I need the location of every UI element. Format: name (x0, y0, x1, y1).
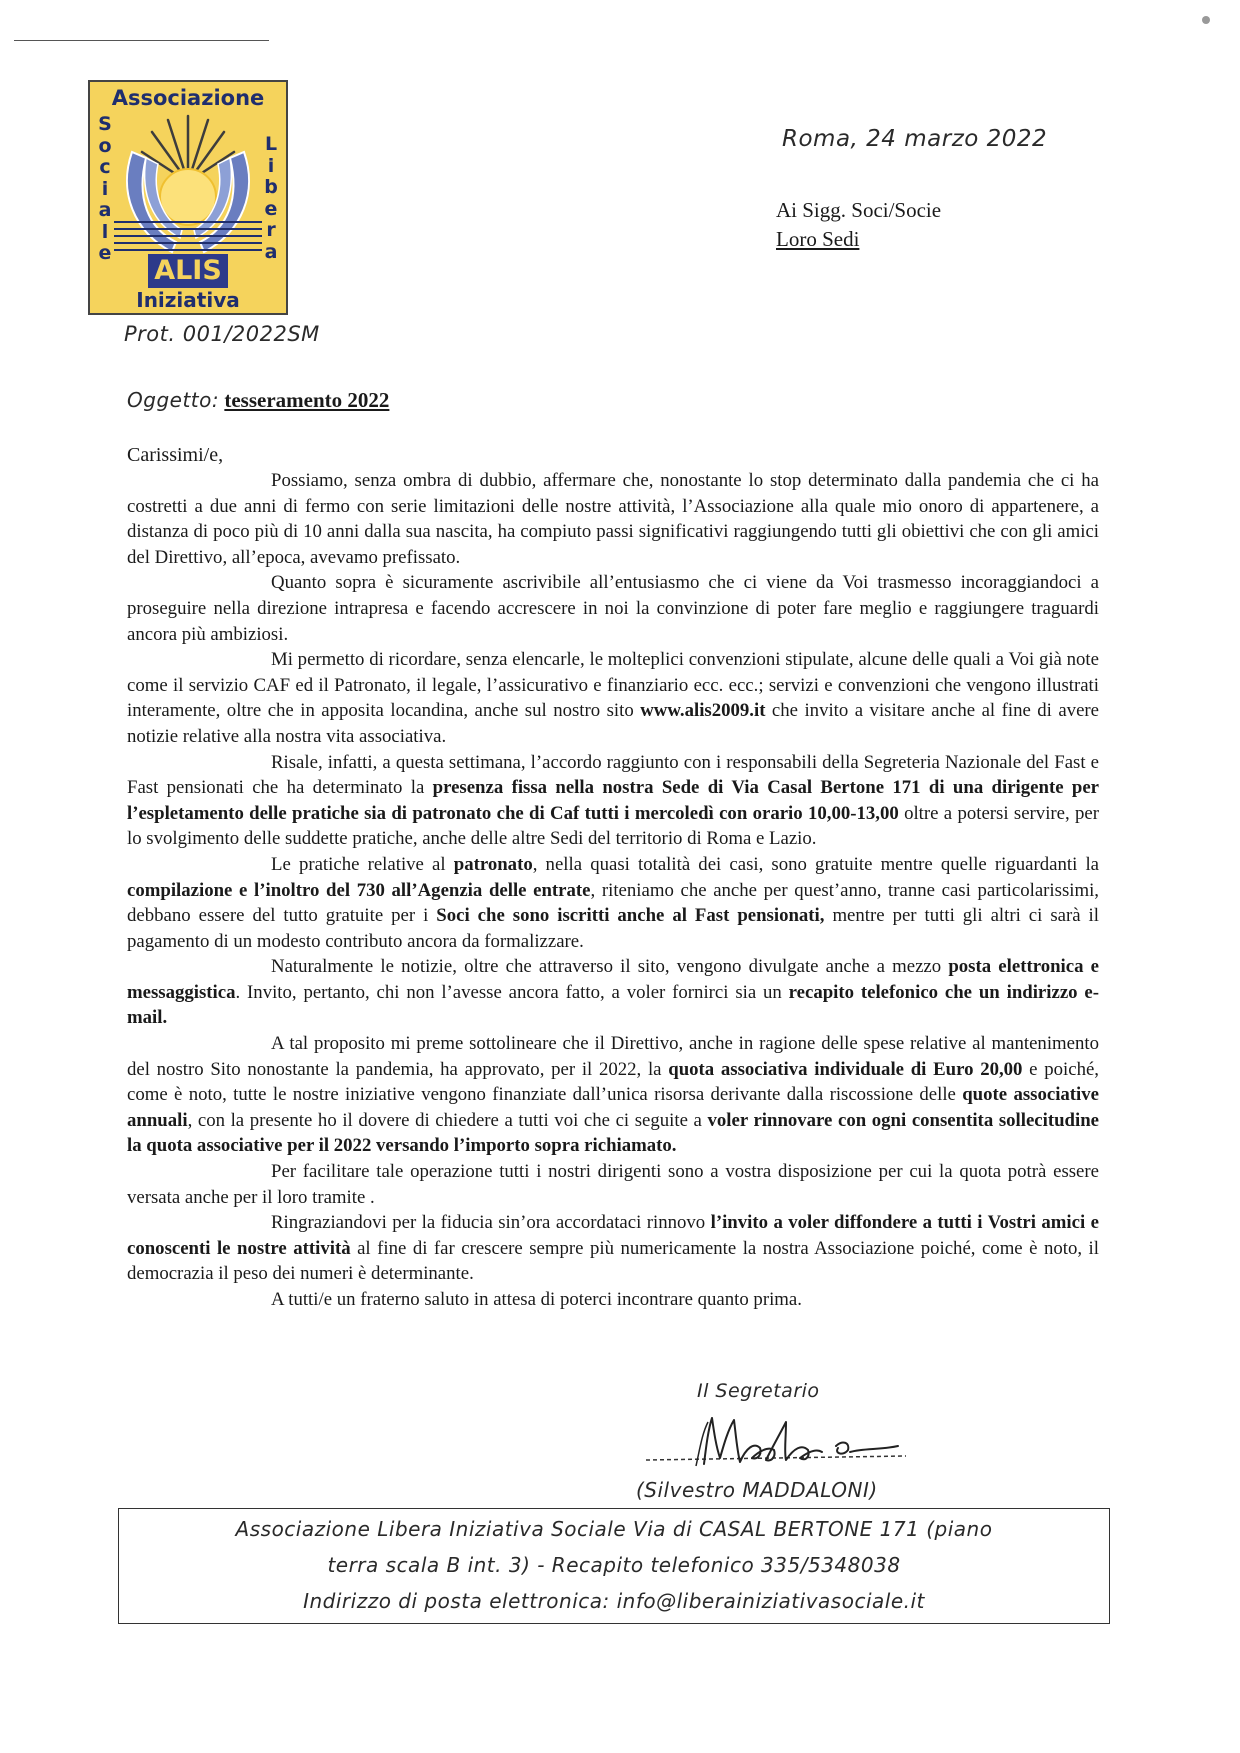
letter-body (127, 468, 1099, 1313)
footer-address-box (118, 1508, 1110, 1624)
signer-title: Il Segretario (697, 1380, 820, 1402)
paragraph-4: Risale, infatti, a questa settimana, l’accordo raggiunto con i responsabili della Segreteria Nazionale del Fast e Fast pensionati che ha determinato la presenza fissa nella nostra Sede di Via Casal Bertone 171 di una dirigente per l’espletamento delle pratiche sia di patronato che di Caf tutti i mercoledì con orario 10,00-13,00 oltre a potersi servire, per lo svolgimento delle suddette pratiche, anche delle altre Sedi del territorio di Roma e Lazio. (127, 751, 1100, 850)
paragraph-10: A tutti/e un fraterno saluto in attesa di poterci incontrare quanto prima. (271, 1289, 802, 1310)
recipient-block (776, 196, 941, 254)
footer-email: Indirizzo di posta elettronica: info@liberainiziativasociale.it (303, 1589, 925, 1613)
handwritten-signature (636, 1408, 936, 1472)
logo-bottom-word: Iniziativa (136, 288, 240, 312)
logo-acronym: ALIS (148, 254, 228, 288)
logo-left-letters: Sociale (98, 113, 112, 264)
recipient-line-2: Loro Sedi (776, 227, 860, 251)
subject-line (127, 388, 389, 413)
greeting: Carissimi/e, (127, 444, 224, 466)
subject-value: tesseramento 2022 (224, 388, 390, 412)
logo-right-letters: Libera (264, 133, 278, 263)
footer-address: Associazione Libera Iniziativa Sociale Via di CASAL BERTONE 171 (piano (235, 1517, 993, 1541)
letter-date: Roma, 24 marzo 2022 (782, 126, 1048, 152)
paragraph-1: Possiamo, senza ombra di dubbio, affermare che, nonostante lo stop determinato dalla pandemia che ci ha costretti a due anni di fermo con serie limitazioni delle nostre attività, l’Associazione alla quale mio onoro di appartenere, a distanza di poco più di 10 anni dalla sua nascita, ha compiuto passi significativi raggiungendo tutti gli obiettivi che con gli amici del Direttivo, all’epoca, avevamo prefissato. (127, 470, 1099, 568)
paragraph-2: Quanto sopra è sicuramente ascrivibile all’entusiasmo che ci viene da Voi trasmesso incoraggiandoci a proseguire nella direzione intrapresa e facendo accrescere in noi la convinzione di poter fare meglio e raggiungere traguardi ancora più ambiziosi. (127, 572, 1099, 645)
website-link: www.alis2009.it (640, 700, 766, 722)
top-rule (14, 40, 269, 41)
protocol-number: Prot. 001/2022SM (124, 322, 320, 346)
recipient-line-1: Ai Sigg. Soci/Socie (776, 198, 942, 222)
logo-top-word: Associazione (111, 86, 265, 110)
scan-mark (1202, 16, 1210, 24)
paragraph-7: A tal proposito mi preme sottolineare che il Direttivo, anche in ragione delle spese relative al mantenimento del nostro Sito nonostante la pandemia, ha approvato, per il 2022, la quota associativa individuale di Euro 20,00 e poiché, come è noto, tutte le nostre iniziative vengono finanziate dall’unica risorsa derivante dalla riscossione delle quote associative annuali, con la presente ho il dovere di chiedere a tutti voi che ci seguite a voler rinnovare con ogni consentita sollecitudine la quota associative per il 2022 versando l’importo sopra richiamato. (127, 1033, 1099, 1157)
subject-label: Oggetto: (127, 388, 220, 412)
paragraph-3: Mi permetto di ricordare, senza elencarle, le molteplici convenzioni stipulate, alcune delle quali a Voi già note come il servizio CAF ed il Patronato, il legale, l’assicurativo e finanziario ecc. ecc.; servizi e convenzioni che vengono illustrati interamente, oltre che in apposita locandina, anche sul nostro sito www.alis2009.it che invito a visitare anche al fine di avere notizie relative alla nostra vita associativa. (127, 649, 1099, 747)
paragraph-8: Per facilitare tale operazione tutti i nostri dirigenti sono a vostra disposizione per cui la quota potrà essere versata anche per il loro tramite . (127, 1161, 1099, 1208)
paragraph-6: Naturalmente le notizie, oltre che attraverso il sito, vengono divulgate anche a mezzo posta elettronica e messaggistica. Invito, pertanto, chi non l’avesse ancora fatto, a voler fornirci sia un recapito telefonico che un indirizzo e-mail. (127, 956, 1099, 1029)
footer-phone: terra scala B int. 3) - Recapito telefonico 335/5348038 (327, 1553, 901, 1577)
alis-logo (88, 80, 288, 315)
paragraph-9: Ringraziandovi per la fiducia sin’ora accordataci rinnovo l’invito a voler diffondere a tutti i Vostri amici e conoscenti le nostre attività al fine di far crescere sempre più numericamente la nostra Associazione poiché, come è noto, il democrazia il peso dei numeri è determinante. (127, 1212, 1099, 1285)
paragraph-5: Le pratiche relative al patronato, nella quasi totalità dei casi, sono gratuite mentre quelle riguardanti la compilazione e l’inoltro del 730 all’Agenzia delle entrate, riteniamo che anche per quest’anno, tranne casi particolarissimi, debbano essere del tutto gratuite per i Soci che sono iscritti anche al Fast pensionati, mentre per tutti gli altri ci sarà il pagamento di un modesto contributo ancora da formalizzare. (127, 853, 1099, 952)
signer-name: (Silvestro MADDALONI) (636, 1478, 878, 1502)
